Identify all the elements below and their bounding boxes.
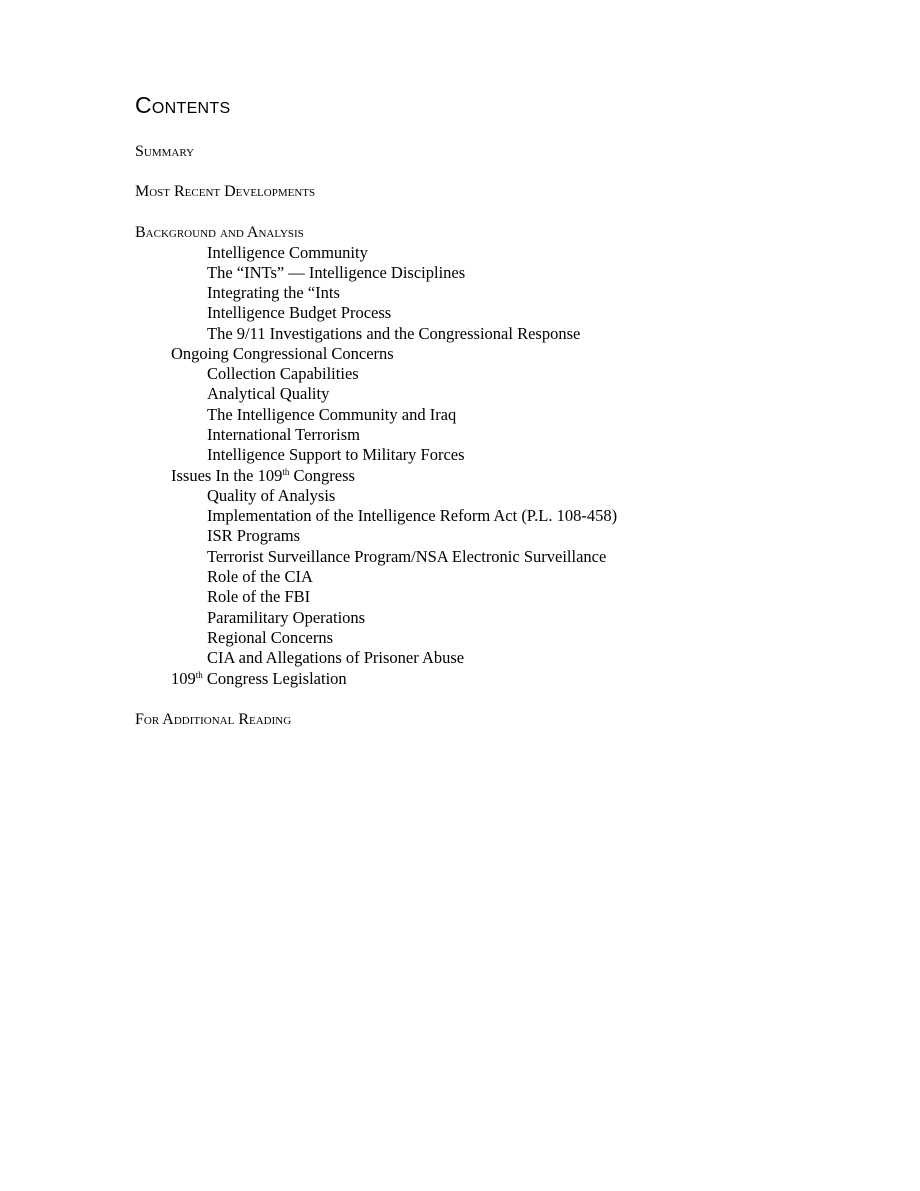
toc-entry-intelligence-community: Intelligence Community (207, 243, 368, 262)
toc-entry-terrorism: International Terrorism (207, 425, 360, 444)
toc-entry-quality-of-analysis: Quality of Analysis (207, 486, 336, 505)
toc-entry-investigations: The 9/11 Investigations and the Congressional Response (207, 324, 581, 343)
contents-heading: Contents (135, 92, 231, 118)
legislation-text-suffix: Congress Legislation (202, 669, 347, 688)
toc-subsection-issues-109th (171, 466, 355, 486)
toc-entry-collection: Collection Capabilities (207, 364, 359, 383)
toc-section-recent-developments: Most Recent Developments (135, 183, 316, 200)
toc-entry-integrating: Integrating the “Ints (207, 283, 340, 302)
toc-entry-prisoner-abuse: CIA and Allegations of Prisoner Abuse (207, 648, 465, 667)
toc-entry-iraq: The Intelligence Community and Iraq (207, 405, 457, 424)
toc-subsection-ongoing-concerns: Ongoing Congressional Concerns (171, 344, 394, 363)
toc-entry-reform-act: Implementation of the Intelligence Reform Act (P.L. 108-458) (207, 506, 618, 525)
toc-section-summary: Summary (135, 143, 195, 160)
toc-subsection-legislation (171, 669, 347, 689)
toc-entry-budget-process: Intelligence Budget Process (207, 303, 392, 322)
toc-entry-ints: The “INTs” — Intelligence Disciplines (207, 263, 466, 282)
toc-entry-surveillance-program: Terrorist Surveillance Program/NSA Electronic Surveillance (207, 547, 607, 566)
issues-text-suffix: Congress (289, 466, 355, 485)
toc-section-background: Background and Analysis (135, 224, 304, 241)
legislation-text: 109 (171, 669, 196, 688)
issues-text: Issues In the 109 (171, 466, 283, 485)
toc-entry-analytical-quality: Analytical Quality (207, 384, 330, 403)
toc-entry-paramilitary: Paramilitary Operations (207, 608, 366, 627)
toc-entry-role-of-cia: Role of the CIA (207, 567, 313, 586)
toc-entry-military-support: Intelligence Support to Military Forces (207, 445, 465, 464)
toc-entry-regional-concerns: Regional Concerns (207, 628, 334, 647)
legislation-ordinal: th (195, 670, 203, 680)
issues-ordinal: th (282, 467, 290, 477)
toc-entry-role-of-fbi: Role of the FBI (207, 587, 311, 606)
toc-entry-isr-programs: ISR Programs (207, 526, 301, 545)
toc-section-additional-reading: For Additional Reading (135, 711, 292, 728)
